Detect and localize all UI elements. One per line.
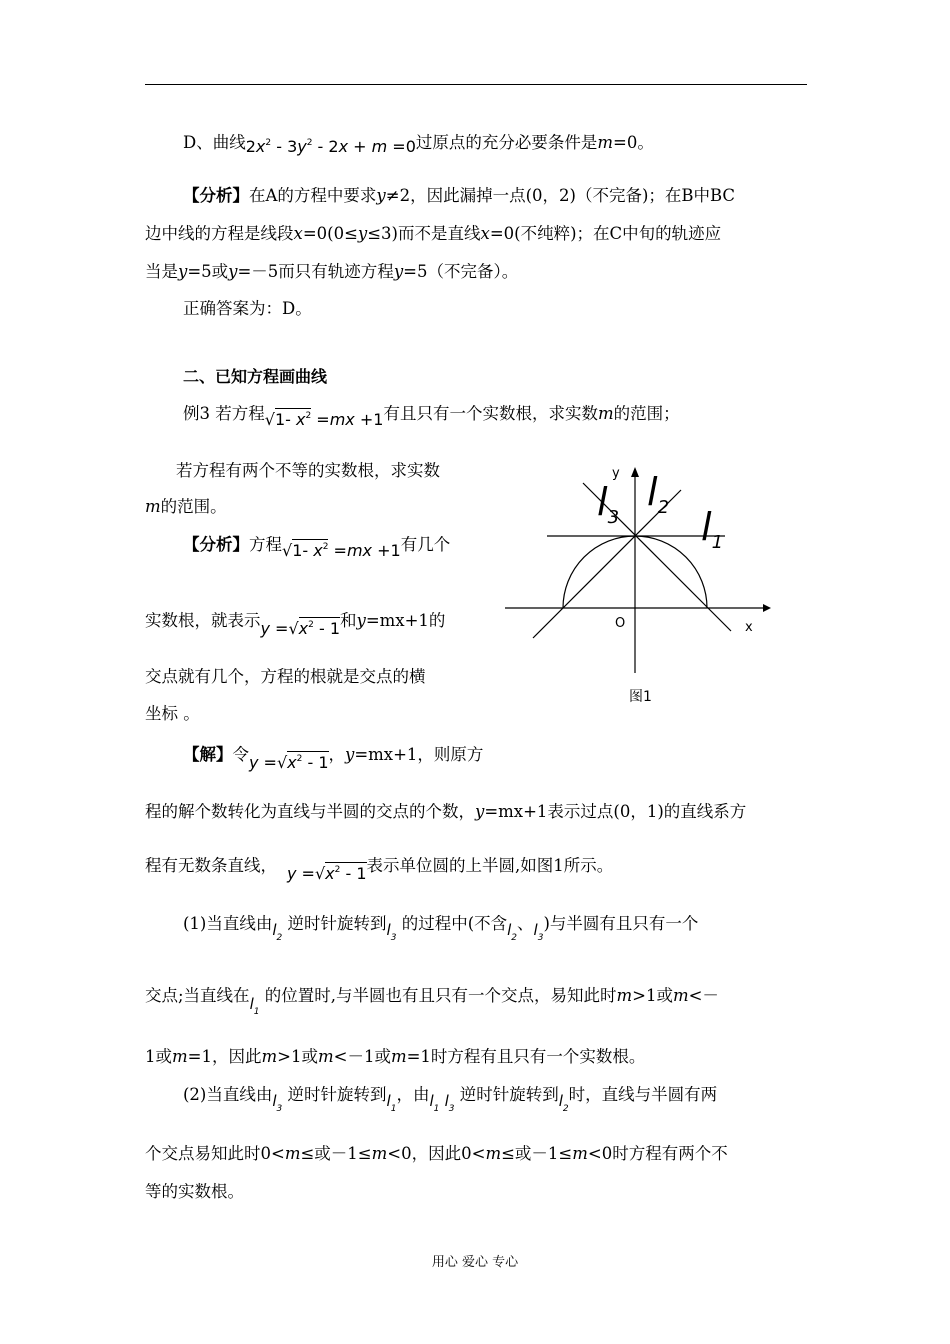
- example-3: 例3 若方程√1- $x^2 =mx +1$有且只有一个实数根，求实数m的范围；: [183, 404, 680, 429]
- solution-line-2: 程的解个数转化为直线与半圆的交点的个数，y=mx+1表示过点(0，1)的直线系方: [145, 802, 747, 821]
- solution-line-3: 程有无数条直线， $y =√x^2 - 1$表示单位圆的上半圆,如图1所示。: [145, 856, 614, 883]
- figure-caption: 图1: [629, 689, 652, 705]
- figure-1: [495, 455, 785, 715]
- y-axis-arrow: [631, 467, 639, 477]
- label-l2: $l_2$: [647, 470, 670, 518]
- part1-line-2: 交点;当直线在$l_1$ 的位置时,与半圆也有且只有一个交点，易知此时m>1或m<－: [145, 986, 719, 1017]
- analysis2-line-4: 坐标 。: [145, 704, 200, 723]
- part1-line-3: 1或m=1，因此m>1或m<－1或m=1时方程有且只有一个实数根。: [145, 1047, 646, 1066]
- y-axis-label: y: [612, 466, 620, 481]
- header-rule: [145, 84, 807, 85]
- analysis-line-2: 边中线的方程是线段x=0(0≤y≤3)而不是直线x=0(不纯粹)；在C中旬的轨迹应: [145, 224, 722, 243]
- part2-line-2: 个交点易知此时0<m≤或－1≤m<0，因此0<m≤或－1≤m<0时方程有两个不: [145, 1144, 728, 1163]
- option-d: D、曲线$2x^2 - 3y^2 - 2x + m =0$过原点的充分必要条件是m=0。: [183, 133, 654, 156]
- analysis-line-1: 【分析】在A的方程中要求y≠2，因此漏掉一点(0，2)（不完备)；在B中BC: [183, 186, 736, 205]
- analysis-line-3: 当是y=5或y=－5而只有轨迹方程y=5（不完备）。: [145, 262, 519, 281]
- part2-line-1: (2)当直线由$l_3$ 逆时针旋转到$l_1$，由$l_1$ $l_3$ 逆时针旋转到$l_2$时，直线与半圆有两: [183, 1085, 718, 1114]
- part2-line-3: 等的实数根。: [145, 1182, 244, 1201]
- x-axis-label: x: [745, 620, 753, 635]
- part1-line-1: (1)当直线由$l_2$ 逆时针旋转到$l_3$ 的过程中(不含$l_2$、$l_3$)与半圆有且只有一个: [183, 914, 699, 943]
- analysis2-line-3: 交点就有几个，方程的根就是交点的横: [145, 667, 426, 686]
- section-heading: 二、已知方程画曲线: [183, 367, 328, 386]
- analysis2-line-2: 实数根，就表示$y =√x^2 - 1$和y=mx+1的: [145, 611, 446, 638]
- example-3-part2-cont: m的范围。: [145, 497, 227, 516]
- analysis2-line-1: 【分析】方程√1- $x^2 =mx +1$有几个: [183, 535, 451, 560]
- answer-line: 正确答案为：D。: [183, 299, 312, 318]
- x-axis-arrow: [763, 604, 771, 612]
- origin-label: O: [615, 616, 626, 631]
- page-footer: 用心 爱心 专心: [431, 1255, 519, 1270]
- label-l3: $l_3$: [597, 480, 620, 528]
- solution-line-1: 【解】令$y =√x^2 - 1$，y=mx+1，则原方: [183, 745, 484, 772]
- example-3-part2: 若方程有两个不等的实数根，求实数: [176, 461, 440, 480]
- label-l1: $l_1$: [701, 505, 724, 553]
